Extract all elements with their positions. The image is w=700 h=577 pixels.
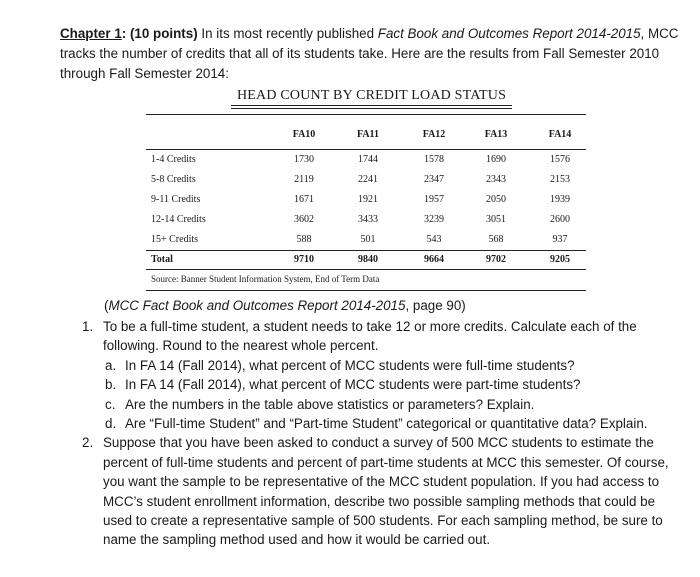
table-cell: 2050 bbox=[486, 194, 506, 205]
table-cell: 2343 bbox=[486, 174, 506, 185]
question-1 bbox=[82, 317, 687, 356]
table-cell: 543 bbox=[426, 234, 442, 245]
table-total-row bbox=[146, 250, 586, 270]
table-cell: 1690 bbox=[486, 154, 506, 165]
question-number: 2. bbox=[82, 435, 94, 451]
table-cell: 1576 bbox=[550, 154, 570, 165]
citation-page: , page 90) bbox=[405, 298, 466, 313]
chapter-separator: : bbox=[121, 26, 130, 41]
citation-title: MCC Fact Book and Outcomes Report 2014-2015 bbox=[108, 298, 406, 313]
table-cell: 937 bbox=[552, 234, 568, 245]
table-row bbox=[146, 190, 586, 210]
sub-text: In FA 14 (Fall 2014), what percent of MCC students were part-time students? bbox=[125, 377, 581, 393]
column-header: FA13 bbox=[484, 129, 508, 140]
table-cell: 2347 bbox=[424, 174, 444, 185]
table-cell: 3239 bbox=[424, 214, 444, 225]
sub-question-c bbox=[103, 395, 687, 414]
total-cell: 9205 bbox=[550, 254, 570, 265]
column-header: FA12 bbox=[422, 129, 446, 140]
question-list bbox=[82, 317, 687, 550]
table-cell: 1730 bbox=[294, 154, 314, 165]
sub-letter: b. bbox=[105, 377, 117, 393]
total-cell: 9702 bbox=[486, 254, 506, 265]
table-cell: 588 bbox=[296, 234, 312, 245]
intro-text-1: In its most recently published bbox=[197, 26, 378, 41]
sub-question-b bbox=[103, 375, 687, 394]
table-cell: 1671 bbox=[294, 194, 314, 205]
row-label: 12-14 Credits bbox=[151, 214, 206, 225]
table-cell: 2600 bbox=[550, 214, 570, 225]
points-label: (10 points) bbox=[129, 26, 198, 41]
column-header: FA10 bbox=[292, 129, 316, 140]
table-cell: 1939 bbox=[550, 194, 570, 205]
question-2 bbox=[82, 433, 687, 549]
table-header-row bbox=[146, 115, 586, 149]
table-row bbox=[146, 210, 586, 230]
table-cell: 3051 bbox=[486, 214, 506, 225]
intro-text-2: , MCC tracks the number of credits that all of its students take. Here are the results from Fall Semester 2010 through Fall Semester 2014: bbox=[60, 26, 679, 81]
sub-text: Are the numbers in the table above statistics or parameters? Explain. bbox=[125, 396, 535, 412]
row-label: 15+ Credits bbox=[151, 234, 199, 245]
sub-letter: d. bbox=[105, 416, 117, 432]
table-cell: 1957 bbox=[424, 194, 444, 205]
total-label: Total bbox=[151, 254, 173, 265]
row-label: 5-8 Credits bbox=[151, 174, 196, 185]
table-cell: 2241 bbox=[358, 174, 378, 185]
citation bbox=[104, 298, 466, 313]
table-cell: 1578 bbox=[424, 154, 444, 165]
total-cell: 9710 bbox=[294, 254, 314, 265]
table-cell: 501 bbox=[360, 234, 376, 245]
table-cell: 2153 bbox=[550, 174, 570, 185]
question-text: Suppose that you have been asked to conduct a survey of 500 MCC students to estimate the percent of full-time students and percent of part-time students at MCC this semester. Of course, you want the sample to be representative of the MCC student population. If you had access to MCC’s student enrollment information, describe two possible sampling methods that could be used to create a representative sample of 500 students. For each sampling method, be sure to name the sampling method used and how it would be carried out. bbox=[103, 435, 669, 548]
sub-letter: a. bbox=[105, 357, 117, 373]
table-row bbox=[146, 170, 586, 190]
row-label: 1-4 Credits bbox=[151, 154, 196, 165]
column-header: FA11 bbox=[356, 129, 380, 140]
credit-load-table bbox=[146, 114, 586, 291]
table-cell: 1744 bbox=[358, 154, 378, 165]
chapter-label: Chapter 1 bbox=[60, 26, 122, 41]
sub-question-d bbox=[103, 414, 687, 433]
column-header: FA14 bbox=[548, 129, 572, 140]
table-row bbox=[146, 150, 586, 170]
table-cell: 568 bbox=[488, 234, 504, 245]
row-label: 9-11 Credits bbox=[151, 194, 201, 205]
sub-question-a bbox=[103, 356, 687, 375]
table-row bbox=[146, 230, 586, 250]
report-title: Fact Book and Outcomes Report 2014-2015 bbox=[377, 26, 641, 41]
total-cell: 9840 bbox=[358, 254, 378, 265]
sub-text: Are “Full-time Student” and “Part-time Student” categorical or quantitative data? Explain. bbox=[125, 416, 648, 432]
question-number: 1. bbox=[82, 319, 94, 334]
table-cell: 3433 bbox=[358, 214, 378, 225]
intro-paragraph bbox=[60, 24, 685, 84]
table-cell: 2119 bbox=[294, 174, 314, 185]
citation-open: ( bbox=[104, 298, 109, 313]
table-cell: 1921 bbox=[358, 194, 378, 205]
table-cell: 3602 bbox=[294, 214, 314, 225]
table-title: HEAD COUNT BY CREDIT LOAD STATUS bbox=[231, 88, 512, 106]
sub-text: In FA 14 (Fall 2014), what percent of MCC students were full-time students? bbox=[125, 357, 575, 373]
question-text: To be a full-time student, a student needs to take 12 or more credits. Calculate each of the following. Round to the nearest whole percent. bbox=[103, 319, 637, 354]
total-cell: 9664 bbox=[424, 254, 444, 265]
sub-letter: c. bbox=[105, 396, 116, 412]
table-source-note: Source: Banner Student Information System, End of Term Data bbox=[146, 270, 586, 291]
